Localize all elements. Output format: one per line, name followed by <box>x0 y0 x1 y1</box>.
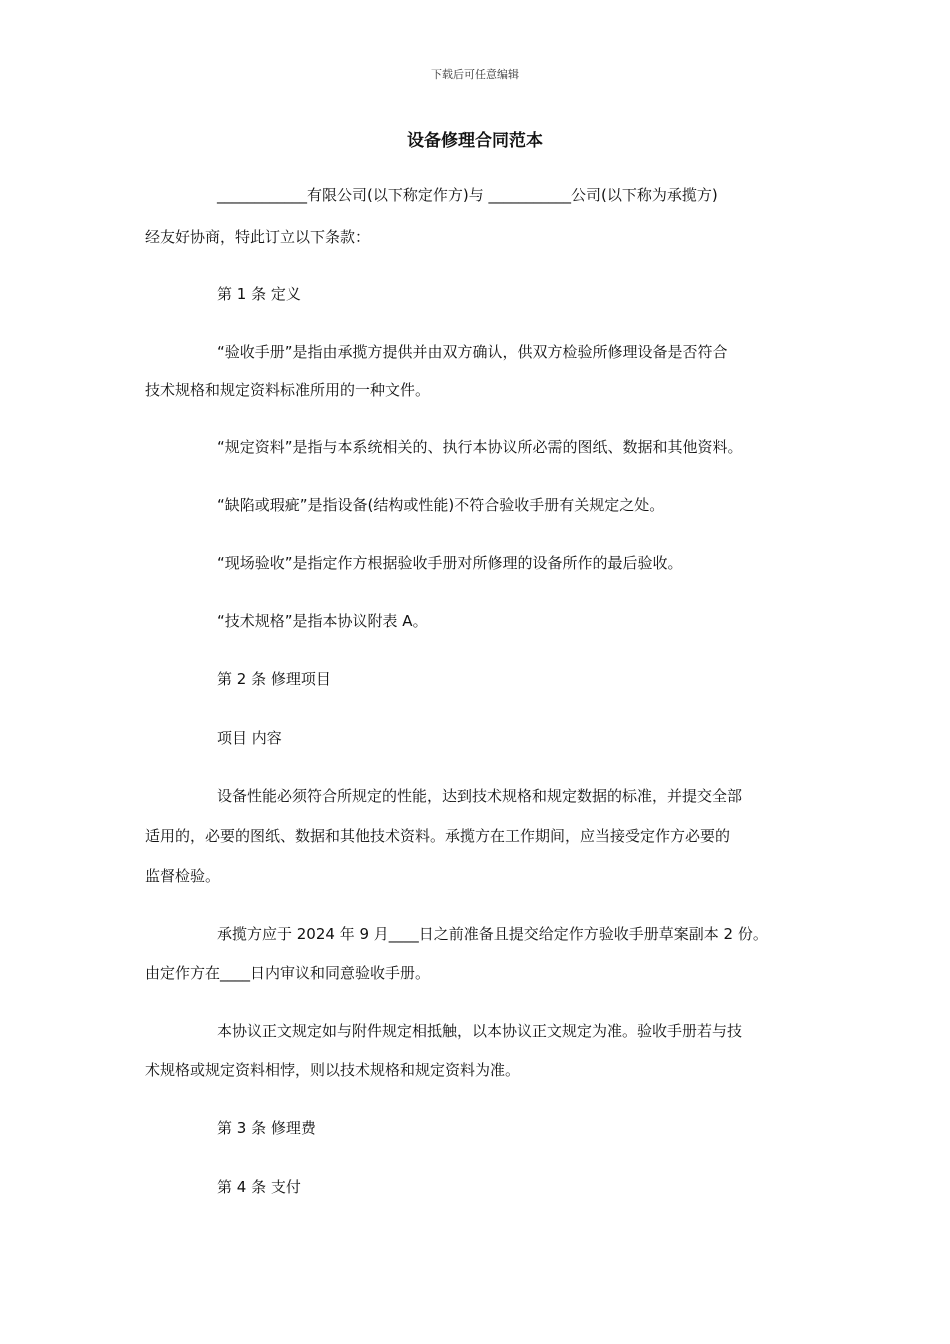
header-note: 下载后可任意编辑 <box>431 68 519 81</box>
article-4-heading: 第 4 条 支付 <box>217 1178 301 1196</box>
parties-line-1: ____________有限公司(以下称定作方)与 ___________公司(以下称为承揽方) <box>217 186 718 204</box>
definition-site-acceptance: “现场验收”是指定作方根据验收手册对所修理的设备所作的最后验收。 <box>217 554 683 572</box>
article-2-paragraph-1-line-1: 设备性能必须符合所规定的性能，达到技术规格和规定数据的标准，并提交全部 <box>217 787 743 805</box>
article-2-subheading: 项目 内容 <box>217 729 282 747</box>
article-2-paragraph-2-line-1: 承揽方应于 2024 年 9 月____日之前准备且提交给定作方验收手册草案副本 2 份。 <box>217 925 768 943</box>
article-2-paragraph-1-line-2: 适用的，必要的图纸、数据和其他技术资料。承揽方在工作期间，应当接受定作方必要的 <box>145 827 731 845</box>
definition-specified-data: “规定资料”是指与本系统相关的、执行本协议所必需的图纸、数据和其他资料。 <box>217 438 743 456</box>
article-2-heading: 第 2 条 修理项目 <box>217 670 331 688</box>
parties-line-2: 经友好协商，特此订立以下条款： <box>145 228 371 246</box>
article-2-paragraph-1-line-3: 监督检验。 <box>145 867 221 885</box>
article-2-paragraph-3-line-2: 术规格或规定资料相悖，则以技术规格和规定资料为准。 <box>145 1061 521 1079</box>
definition-defect: “缺陷或瑕疵”是指设备(结构或性能)不符合验收手册有关规定之处。 <box>217 496 665 514</box>
article-3-heading: 第 3 条 修理费 <box>217 1119 316 1137</box>
definition-acceptance-manual-line-1: “验收手册”是指由承揽方提供并由双方确认，供双方检验所修理设备是否符合 <box>217 343 728 361</box>
article-1-heading: 第 1 条 定义 <box>217 285 301 303</box>
definition-technical-spec: “技术规格”是指本协议附表 A。 <box>217 612 428 630</box>
article-2-paragraph-2-line-2: 由定作方在____日内审议和同意验收手册。 <box>145 964 431 982</box>
definition-acceptance-manual-line-2: 技术规格和规定资料标准所用的一种文件。 <box>145 381 431 399</box>
document-title: 设备修理合同范本 <box>407 131 543 151</box>
article-2-paragraph-3-line-1: 本协议正文规定如与附件规定相抵触，以本协议正文规定为准。验收手册若与技 <box>217 1022 743 1040</box>
